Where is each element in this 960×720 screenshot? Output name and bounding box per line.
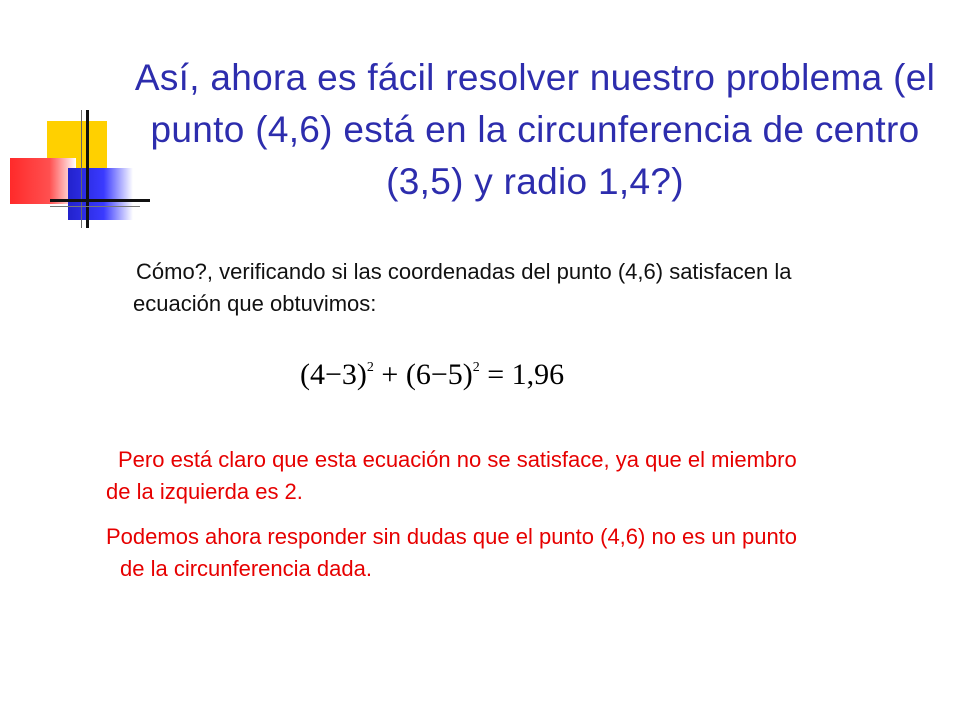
note1-line-2: de la izquierda es 2. [106, 479, 303, 504]
red-square [10, 158, 76, 204]
logo-vertical-line [86, 110, 89, 228]
equation-exponent-1: 2 [366, 360, 374, 375]
equation-term-1: (4−3) [300, 358, 367, 391]
note-paragraph-2 [106, 521, 797, 585]
title-line-3: (3,5) y radio 1,4?) [386, 161, 684, 202]
title-line-1: Así, ahora es fácil resolver nuestro problema (el [134, 57, 936, 98]
note2-line-1: Podemos ahora responder sin dudas que el punto (4,6) no es un punto [106, 524, 798, 549]
intro-paragraph [133, 256, 791, 320]
title-line-2: punto (4,6) está en la circunferencia de centro [150, 109, 920, 150]
intro-line-2: ecuación que obtuvimos: [133, 291, 377, 316]
note2-line-2: de la circunferencia dada. [120, 556, 372, 581]
equation-term-2: (6−5) [405, 358, 473, 391]
slide-title [110, 52, 960, 208]
equation-plus: + [381, 358, 399, 391]
circle-equation [300, 358, 564, 392]
note-paragraph-1 [106, 444, 797, 508]
equation-result: 1,96 [511, 358, 565, 391]
equation-equals: = [487, 358, 505, 391]
intro-line-1: Cómo?, verificando si las coordenadas del punto (4,6) satisfacen la [136, 259, 792, 284]
equation-exponent-2: 2 [472, 360, 480, 375]
logo-vertical-line-thin [81, 110, 82, 228]
note1-line-1: Pero está claro que esta ecuación no se satisface, ya que el miembro [118, 447, 797, 472]
